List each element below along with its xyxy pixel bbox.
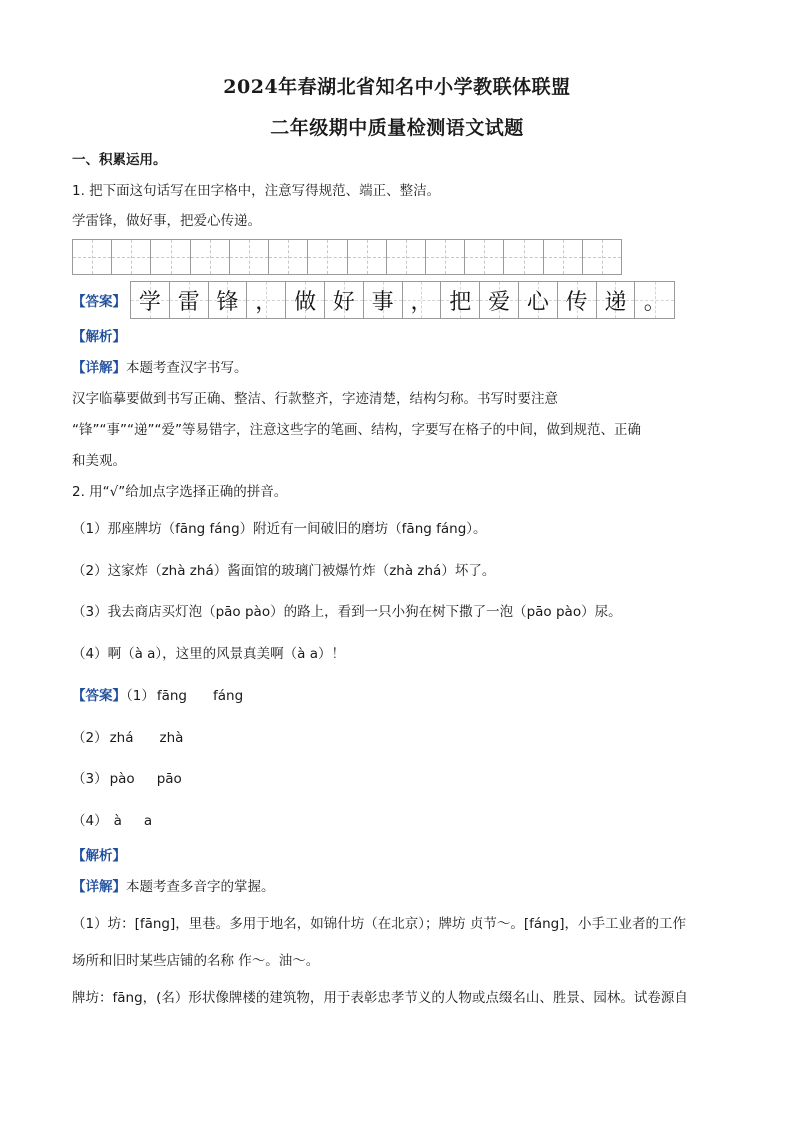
grid-cell	[112, 240, 151, 274]
section-heading: 一、积累运用。	[72, 152, 167, 168]
answer-cell: ，	[403, 282, 442, 318]
answer-cell: 爱	[480, 282, 519, 318]
grid-cell	[191, 240, 230, 274]
grid-cell	[387, 240, 426, 274]
grid-cell	[151, 240, 190, 274]
answer-grid	[130, 281, 675, 319]
q2-detail: 【详解】本题考查多音字的掌握。	[72, 879, 275, 895]
answer-cell: 雷	[170, 282, 209, 318]
answer-cell: 学	[131, 282, 170, 318]
q2-explain-1: （1）坊：[fāng]，里巷。多用于地名，如锦什坊（在北京）；牌坊 贞节～。[fáng]，小手工业者的工作	[72, 916, 686, 932]
q2-prompt: 2. 用“√”给加点字选择正确的拼音。	[72, 484, 288, 500]
grid-cell	[583, 240, 621, 274]
q1-explain-2: “锋”“事”“递”“爱”等易错字，注意这些字的笔画、结构，字要写在格子的中间，做到规范、正确	[72, 422, 641, 438]
grid-cell	[544, 240, 583, 274]
tianzige-grid	[72, 239, 622, 275]
grid-cell	[504, 240, 543, 274]
answer-cell: 心	[519, 282, 558, 318]
answer-cell: 递	[597, 282, 636, 318]
q2-answer-3: （3） pào pāo	[72, 771, 182, 787]
q1-explain-3: 和美观。	[72, 453, 126, 469]
q2-answer-2: （2） zhá zhà	[72, 730, 184, 746]
answer-cell: 。	[635, 282, 674, 318]
answer-label: 【答案】	[72, 294, 126, 310]
grid-cell	[73, 240, 112, 274]
q2-answer-4: （4） à a	[72, 813, 153, 829]
answer-cell: 锋	[209, 282, 248, 318]
q2-item-1: （1）那座牌坊（fāng fáng）附近有一间破旧的磨坊（fāng fáng）。	[72, 521, 487, 537]
q2-item-3: （3）我去商店买灯泡（pāo pào）的路上，看到一只小狗在树下撒了一泡（pāo pào）尿。	[72, 604, 622, 620]
q1-prompt: 1. 把下面这句话写在田字格中，注意写得规范、端正、整洁。	[72, 183, 441, 199]
grid-cell	[269, 240, 308, 274]
answer-cell: 做	[286, 282, 325, 318]
answer-cell: 传	[558, 282, 597, 318]
grid-cell	[426, 240, 465, 274]
q1-analysis-label: 【解析】	[72, 329, 126, 345]
q1-explain-1: 汉字临摹要做到书写正确、整洁、行款整齐，字迹清楚，结构匀称。书写时要注意	[72, 391, 558, 407]
q2-answer-1: 【答案】（1） fāng fáng	[72, 688, 244, 704]
q1-detail: 【详解】本题考查汉字书写。	[72, 360, 248, 376]
grid-cell	[465, 240, 504, 274]
answer-cell: ，	[247, 282, 286, 318]
grid-cell	[308, 240, 347, 274]
title-line-2: 二年级期中质量检测语文试题	[270, 117, 524, 139]
answer-cell: 把	[441, 282, 480, 318]
answer-cell: 好	[325, 282, 364, 318]
q2-analysis-label: 【解析】	[72, 848, 126, 864]
q1-answer-row	[72, 281, 675, 319]
q2-explain-2: 场所和旧时某些店铺的名称 作～。油～。	[72, 953, 320, 969]
grid-cell	[230, 240, 269, 274]
grid-cell	[348, 240, 387, 274]
q2-item-4: （4）啊（à a），这里的风景真美啊（à a）！	[72, 646, 346, 662]
title-line-1: 2024年春湖北省知名中小学教联体联盟	[223, 76, 571, 98]
q2-explain-3: 牌坊：fāng，(名）形状像牌楼的建筑物，用于表彰忠孝节义的人物或点缀名山、胜景、园林。试卷源自	[72, 990, 688, 1006]
q1-sentence: 学雷锋，做好事，把爱心传递。	[72, 213, 261, 229]
answer-cell: 事	[364, 282, 403, 318]
q2-item-2: （2）这家炸（zhà zhá）酱面馆的玻璃门被爆竹炸（zhà zhá）坏了。	[72, 563, 496, 579]
